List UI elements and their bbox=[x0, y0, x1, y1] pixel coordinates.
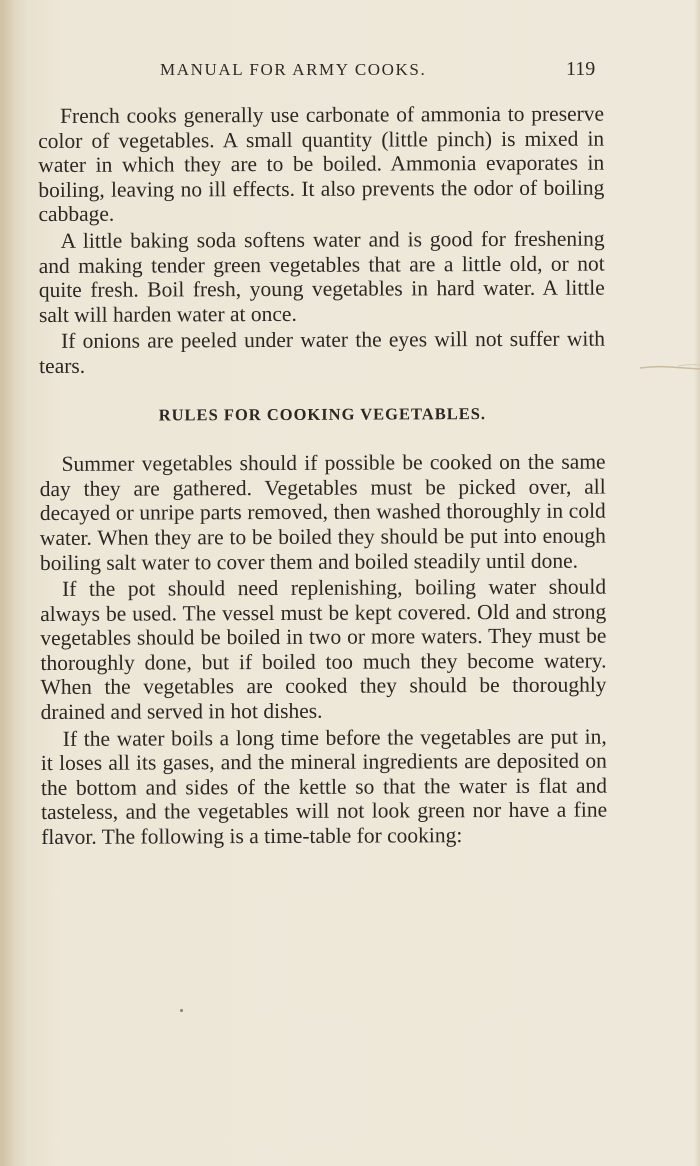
paragraph-replenishing: If the pot should need replenishing, boiling water should always be used. The vessel must be kept covered. Old and strong vegetables should be boiled in two or more waters. They must be thoroughly done, but if boiled too much they become watery. When the vegetables are cooked they should be thoroughly drained and served in hot dishes. bbox=[40, 574, 607, 725]
page-edge bbox=[694, 0, 700, 1166]
paragraph-onions: If onions are peeled under water the eyes will not suffer with tears. bbox=[39, 326, 606, 378]
spine-shadow bbox=[0, 0, 14, 1166]
ink-speck bbox=[180, 1009, 183, 1012]
running-head: MANUAL FOR ARMY COOKS. bbox=[160, 60, 427, 79]
paragraph-baking-soda: A little baking soda softens water and is good for freshening and making tender green vegetables that are a little old, or not quite fresh. Boil fresh, young vegetables in hard water. A little salt will harden water at once. bbox=[38, 226, 605, 327]
section-heading: RULES FOR COOKING VEGETABLES. bbox=[158, 403, 487, 425]
page-number: 119 bbox=[566, 58, 596, 80]
paper-tear-mark bbox=[640, 362, 700, 374]
paragraph-ammonia: French cooks generally use carbonate of ammonia to preserve color of vegetables. A small quantity (little pinch) is mixed in water in which they are to be boiled. Ammonia evaporates in boiling, leaving no ill effects. It also prevents the odor of boiling cabbage. bbox=[38, 101, 605, 227]
page-header bbox=[0, 56, 700, 86]
paragraph-water-gases: If the water boils a long time before the vegetables are put in, it loses all its gases, and the mineral ingredients are deposited on the bottom and sides of the kettle so that the water is flat and tasteless, and the vegetables will not look green nor have a fine flavor. The following is a time-table for cooking: bbox=[40, 724, 608, 850]
page-body bbox=[38, 102, 607, 850]
paragraph-summer-vegetables: Summer vegetables should if possible be cooked on the same day they are gathered. Vegetables must be picked over, all decayed or unripe parts removed, then washed thoroughly in cold water. When they are to be boiled they should be put into enough boiling salt water to cover them and boiled steadily until done. bbox=[39, 449, 606, 575]
